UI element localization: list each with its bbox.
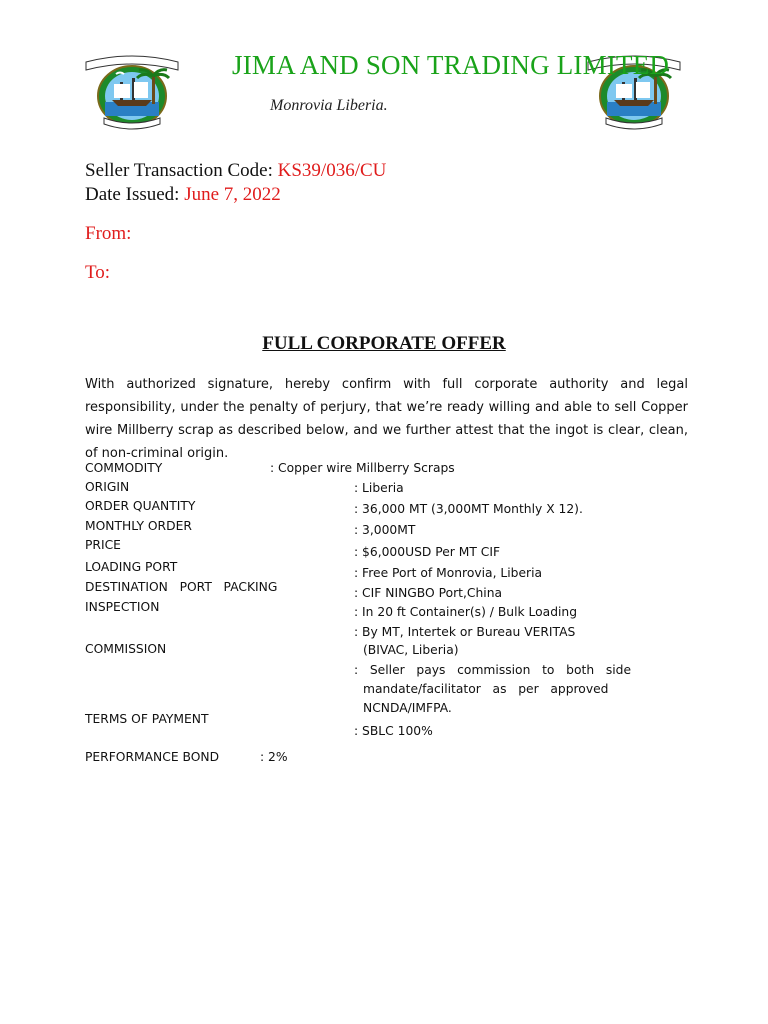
label-price: PRICE	[85, 538, 121, 552]
seller-code-label: Seller Transaction Code:	[85, 160, 273, 181]
value-origin: : Liberia	[354, 481, 404, 495]
label-order-quantity: ORDER QUANTITY	[85, 499, 196, 513]
label-inspection: INSPECTION	[85, 600, 160, 614]
value-commission-line3: NCNDA/IMFPA.	[363, 701, 452, 715]
company-name: JIMA AND SON TRADING LIMITED	[232, 50, 670, 80]
label-monthly-order: MONTHLY ORDER	[85, 519, 192, 533]
company-city: Monrovia Liberia.	[270, 97, 388, 114]
label-commission: COMMISSION	[85, 642, 167, 656]
from-label: From:	[85, 223, 132, 244]
label-commodity: COMMODITY	[85, 461, 163, 475]
value-commodity: : Copper wire Millberry Scraps	[270, 461, 455, 475]
value-packing: : In 20 ft Container(s) / Bulk Loading	[354, 605, 578, 619]
to-label: To:	[85, 262, 111, 283]
seller-code-value: KS39/036/CU	[277, 160, 387, 181]
label-bond: PERFORMANCE BOND	[85, 750, 220, 764]
value-inspection: : By MT, Intertek or Bureau VERITAS	[354, 625, 576, 639]
liberia-seal-left	[82, 54, 182, 132]
date-label: Date Issued:	[85, 184, 180, 205]
document-title: FULL CORPORATE OFFER	[262, 333, 506, 354]
value-destination: : CIF NINGBO Port,China	[354, 586, 503, 600]
label-terms: TERMS OF PAYMENT	[85, 712, 209, 726]
value-loading-port: : Free Port of Monrovia, Liberia	[354, 566, 543, 580]
value-commission-line2: mandate/facilitator as per approved	[363, 682, 609, 696]
intro-paragraph: With authorized signature, hereby confirm with full corporate authority and legal responsibility, under the penalty of perjury, that we’re ready willing and able to sell Copper wire Millberry scrap as described below, and we further attest that the ingot is clear, clean, of non-criminal origin.	[85, 377, 688, 461]
date-line	[85, 184, 281, 206]
value-monthly-order: : 3,000MT	[354, 523, 416, 537]
value-bond: : 2%	[260, 750, 288, 764]
value-order-quantity: : 36,000 MT (3,000MT Monthly X 12).	[354, 502, 583, 516]
value-terms: : SBLC 100%	[354, 724, 433, 738]
label-loading-port: LOADING PORT	[85, 560, 178, 574]
label-destination: DESTINATION PORT PACKING	[85, 580, 278, 594]
value-commission-line1: : Seller pays commission to both side	[354, 663, 632, 677]
value-price: : $6,000USD Per MT CIF	[354, 545, 501, 559]
value-inspection-agency: (BIVAC, Liberia)	[363, 643, 459, 657]
date-value: June 7, 2022	[184, 184, 281, 205]
label-origin: ORIGIN	[85, 480, 130, 494]
seller-code-line	[85, 160, 386, 182]
